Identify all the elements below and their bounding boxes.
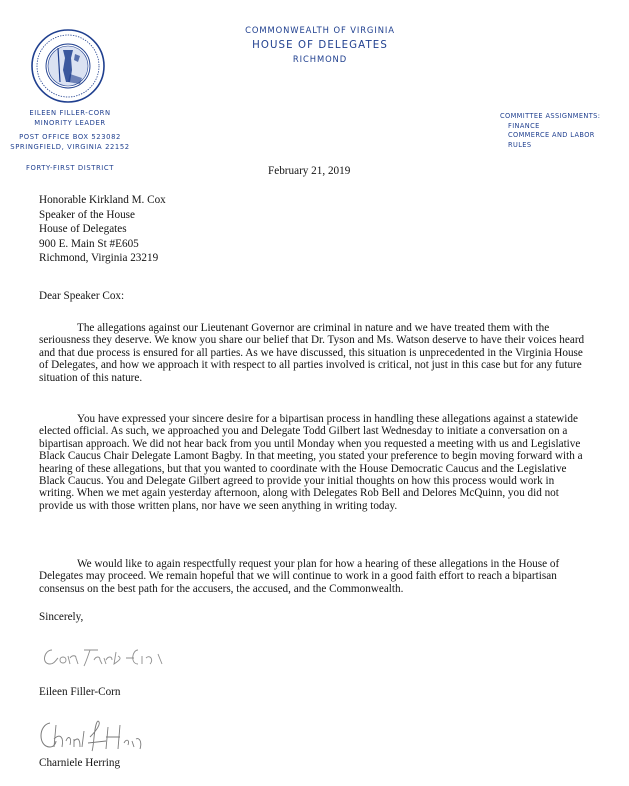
body-paragraph: You have expressed your sincere desire for a bipartisan process in handling these allegations against a statewide elected official. As such, we approached you and Delegate Todd Gilbert last Wednesday to initiate a conversation on a bipartisan approach. We did not hear back from you until Monday when you requested a meeting with us and Legislative Black Caucus Chair Delegate Lamont Bagby. In that meeting, you stated your preference to begin moving forward with a hearing of these allegations, but that you wanted to coordinate with the House Democratic Caucus and the Legislative Black Caucus. You and Delegate Gilbert agreed to provide your initial thoughts on how this process would work in writing. When we met again yesterday afternoon, along with Delegates Rob Bell and Delores McQuinn, you did not provide us with those written plans, nor have we seen anything in writing today.: [39, 413, 583, 512]
letterhead-center: [200, 24, 440, 65]
signer-name: Eileen Filler-Corn: [39, 686, 121, 698]
recipient-address: [39, 193, 166, 266]
signature-herring: [36, 717, 146, 755]
recipient-line: Speaker of the House: [39, 208, 135, 221]
committee-item: FINANCE: [508, 121, 540, 130]
district-label: FORTY-FIRST DISTRICT: [25, 164, 115, 172]
commonwealth-heading: COMMONWEALTH OF VIRGINIA: [245, 25, 395, 35]
virginia-state-seal-icon: [30, 28, 106, 104]
address-line-1: POST OFFICE BOX 523082: [19, 133, 121, 141]
signature-filler-corn: [38, 642, 168, 672]
salutation: Dear Speaker Cox:: [39, 290, 125, 302]
letter-date: February 21, 2019: [268, 165, 351, 177]
committee-item: COMMERCE AND LABOR: [508, 131, 595, 140]
recipient-line: House of Delegates: [39, 223, 127, 236]
member-name: EILEEN FILLER-CORN: [29, 109, 111, 117]
recipient-line: Richmond, Virginia 23219: [39, 252, 159, 265]
member-title: MINORITY LEADER: [34, 118, 106, 127]
committee-item: RULES: [508, 140, 532, 149]
letterhead-left: [0, 109, 140, 174]
committee-heading: COMMITTEE ASSIGNMENTS:: [500, 112, 601, 120]
house-heading: HOUSE OF DELEGATES: [252, 40, 388, 51]
city-heading: RICHMOND: [292, 54, 348, 64]
address-line-2: SPRINGFIELD, VIRGINIA 22152: [10, 142, 130, 151]
body-paragraph: The allegations against our Lieutenant Governor are criminal in nature and we have treated them with the seriousness they deserve. We know you share our belief that Dr. Tyson and Ms. Watson deserve to have their voices heard and that due process is ensured for all parties. As we have discussed, this situation is unprecedented in the Virginia House of Delegates, and how we approach it with respect to all parties involved is critical, not just in this case but for any future situation of this nature.: [39, 322, 585, 384]
signer-name: Charniele Herring: [39, 757, 121, 769]
body-paragraph: We would like to again respectfully request your plan for how a hearing of these allegations in the House of Delegates may proceed. We remain hopeful that we will continue to work in a good faith effort to reach a bipartisan consensus on the best path for the accusers, the accused, and the Commonwealth.: [39, 558, 560, 595]
closing: Sincerely,: [39, 611, 84, 623]
recipient-line: 900 E. Main St #E605: [39, 237, 139, 250]
recipient-line: Honorable Kirkland M. Cox: [39, 194, 166, 206]
letterhead-right: [500, 112, 628, 150]
